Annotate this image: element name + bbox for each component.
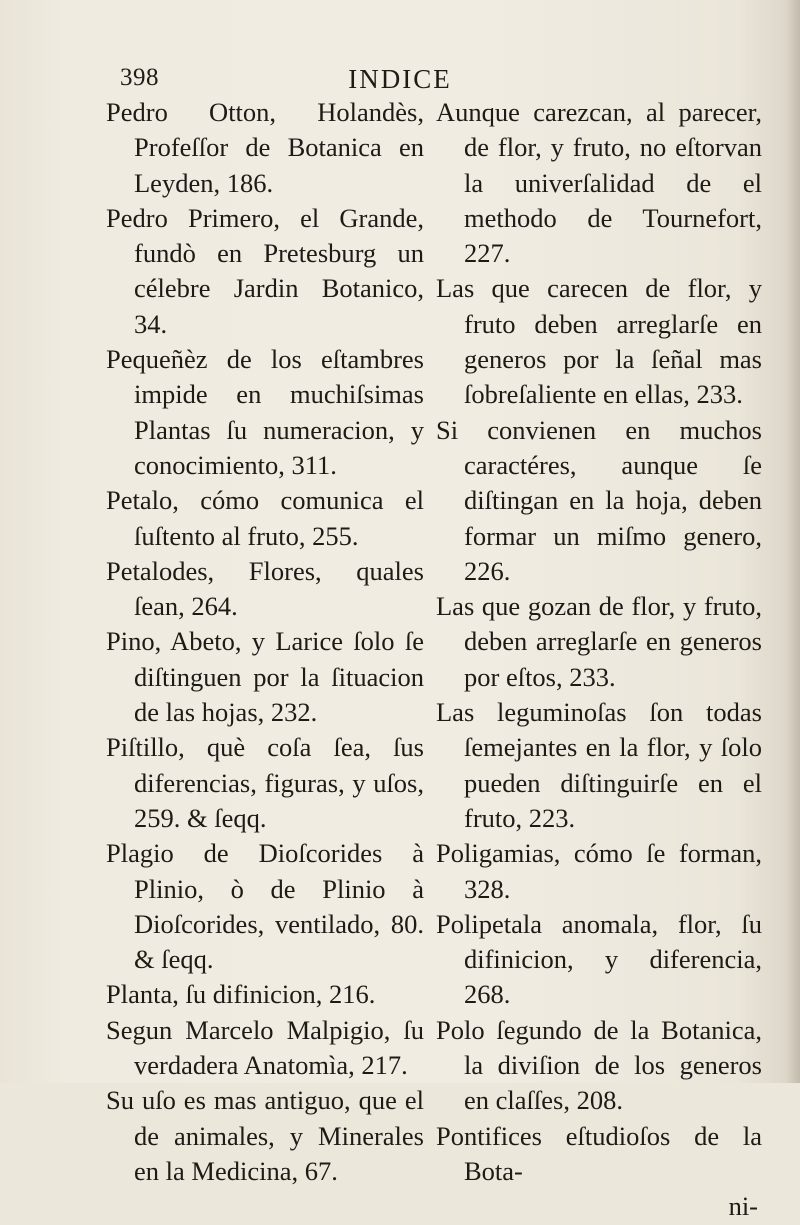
index-entry: Pino, Abeto, y Larice ſolo ſe diſtinguen por la ſituacion de las hojas, 232. <box>106 626 424 728</box>
index-entry: Polo ſegundo de la Botanica, la diviſion de los generos en claſſes, 208. <box>436 1014 762 1116</box>
index-column-left <box>106 95 424 1189</box>
index-entry: Pedro Primero, el Grande, fundò en Pretesburg un célebre Jardin Botanico, 34. <box>106 202 424 339</box>
index-entry: Las que gozan de flor, y fruto, deben arreglarſe en generos por eſtos, 233. <box>436 591 762 692</box>
index-entry: Pontifices eſtudioſos de la Bota- <box>436 1120 762 1186</box>
index-entry: Polipetala anomala, flor, ſu difinicion, y diferencia, 268. <box>436 908 762 1010</box>
page-edge-shadow <box>786 0 800 1083</box>
running-head <box>0 64 800 98</box>
index-entry: Pequeñèz de los eſtambres impide en muchiſsimas Plantas ſu numeracion, y conocimiento, 311. <box>106 344 424 480</box>
index-entry: Las que carecen de flor, y fruto deben arreglarſe en generos por la ſeñal mas ſobreſaliente en ellas, 233. <box>436 273 762 410</box>
index-entry: Su uſo es mas antiguo, que el de animales, y Minerales en la Medicina, 67. <box>106 1085 424 1186</box>
index-entry: Petalodes, Flores, quales ſean, 264. <box>106 555 424 622</box>
page-number: 398 <box>120 64 159 91</box>
index-entry: Si convienen en muchos caractéres, aunque ſe diſtingan en la hoja, deben formar un miſmo genero, 226. <box>436 414 762 586</box>
index-entry: Plagio de Dioſcorides à Plinio, ò de Plinio à Dioſcorides, ventilado, 80. & ſeqq. <box>106 838 424 975</box>
index-entry: Poligamias, cómo ſe forman, 328. <box>436 838 762 904</box>
running-title: INDICE <box>348 64 452 94</box>
index-entry: Segun Marcelo Malpigio, ſu verdadera Anatomìa, 217. <box>106 1014 424 1081</box>
index-column-right <box>436 95 762 1225</box>
index-entry: Petalo, cómo comunica el ſuſtento al fruto, 255. <box>106 485 424 551</box>
index-entry: Piſtillo, què coſa ſea, ſus diferencias, figuras, y uſos, 259. & ſeqq. <box>106 732 424 833</box>
index-entry: Pedro Otton, Holandès, Profeſſor de Botanica en Leyden, 186. <box>106 97 424 198</box>
index-entry: Las leguminoſas ſon todas ſemejantes en la flor, y ſolo pueden diſtinguirſe en el fruto, 223. <box>436 697 762 833</box>
index-entry: Planta, ſu difinicion, 216. <box>106 979 376 1010</box>
index-entry: Aunque carezcan, al parecer, de flor, y fruto, no eſtorvan la univerſalidad de el methodo de Tournefort, 227. <box>436 97 762 269</box>
catchword: ni- <box>728 1191 758 1222</box>
